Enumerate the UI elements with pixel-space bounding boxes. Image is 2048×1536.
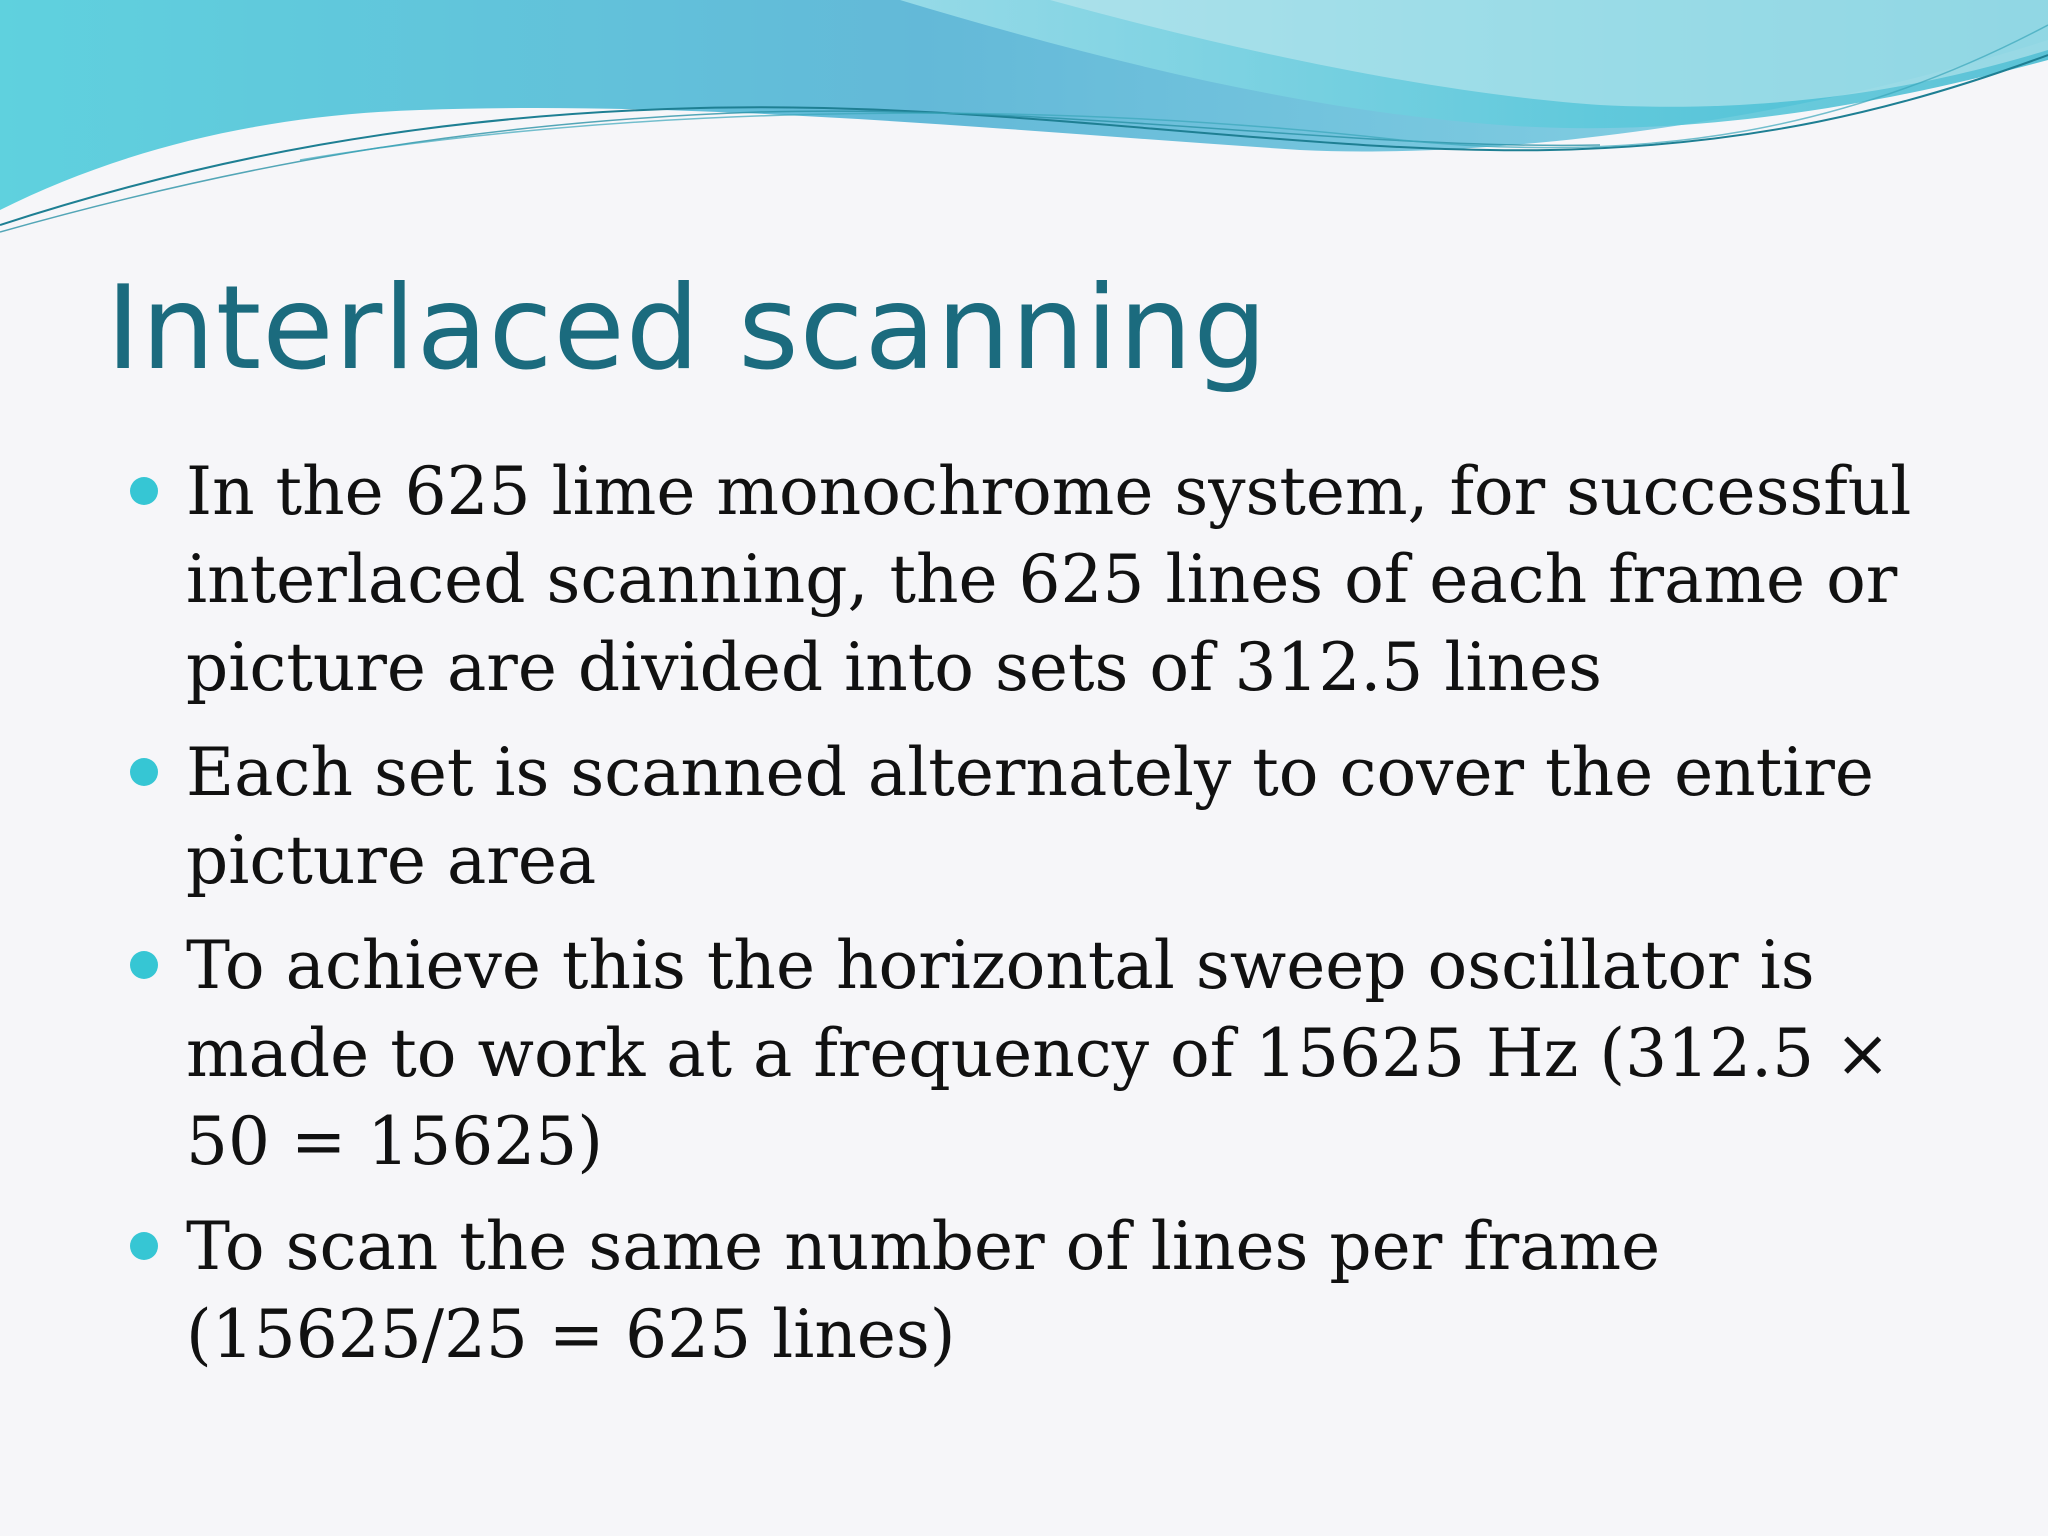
header-wave-decoration [0, 0, 2048, 240]
bullet-dot-icon [130, 1232, 158, 1260]
bullet-item [186, 1203, 1946, 1379]
bullet-dot-icon [130, 477, 158, 505]
bullet-item [186, 922, 1946, 1186]
bullet-dot-icon [130, 758, 158, 786]
bullet-text: Each set is scanned alternately to cover the entire picture area [186, 734, 1874, 899]
bullet-text: In the 625 lime monochrome system, for successful interlaced scanning, the 625 lines of each frame or picture are divided into sets of 312.5 lines [186, 453, 1912, 706]
bullet-dot-icon [130, 951, 158, 979]
slide-title: Interlaced scanning [106, 261, 1268, 396]
bullet-item [186, 448, 1946, 712]
bullet-list [186, 448, 1946, 1396]
bullet-item [186, 729, 1946, 905]
bullet-text: To achieve this the horizontal sweep oscillator is made to work at a frequency of 15625 Hz (312.5 × 50 = 15625) [186, 927, 1891, 1180]
bullet-text: To scan the same number of lines per frame (15625/25 = 625 lines) [186, 1208, 1661, 1373]
